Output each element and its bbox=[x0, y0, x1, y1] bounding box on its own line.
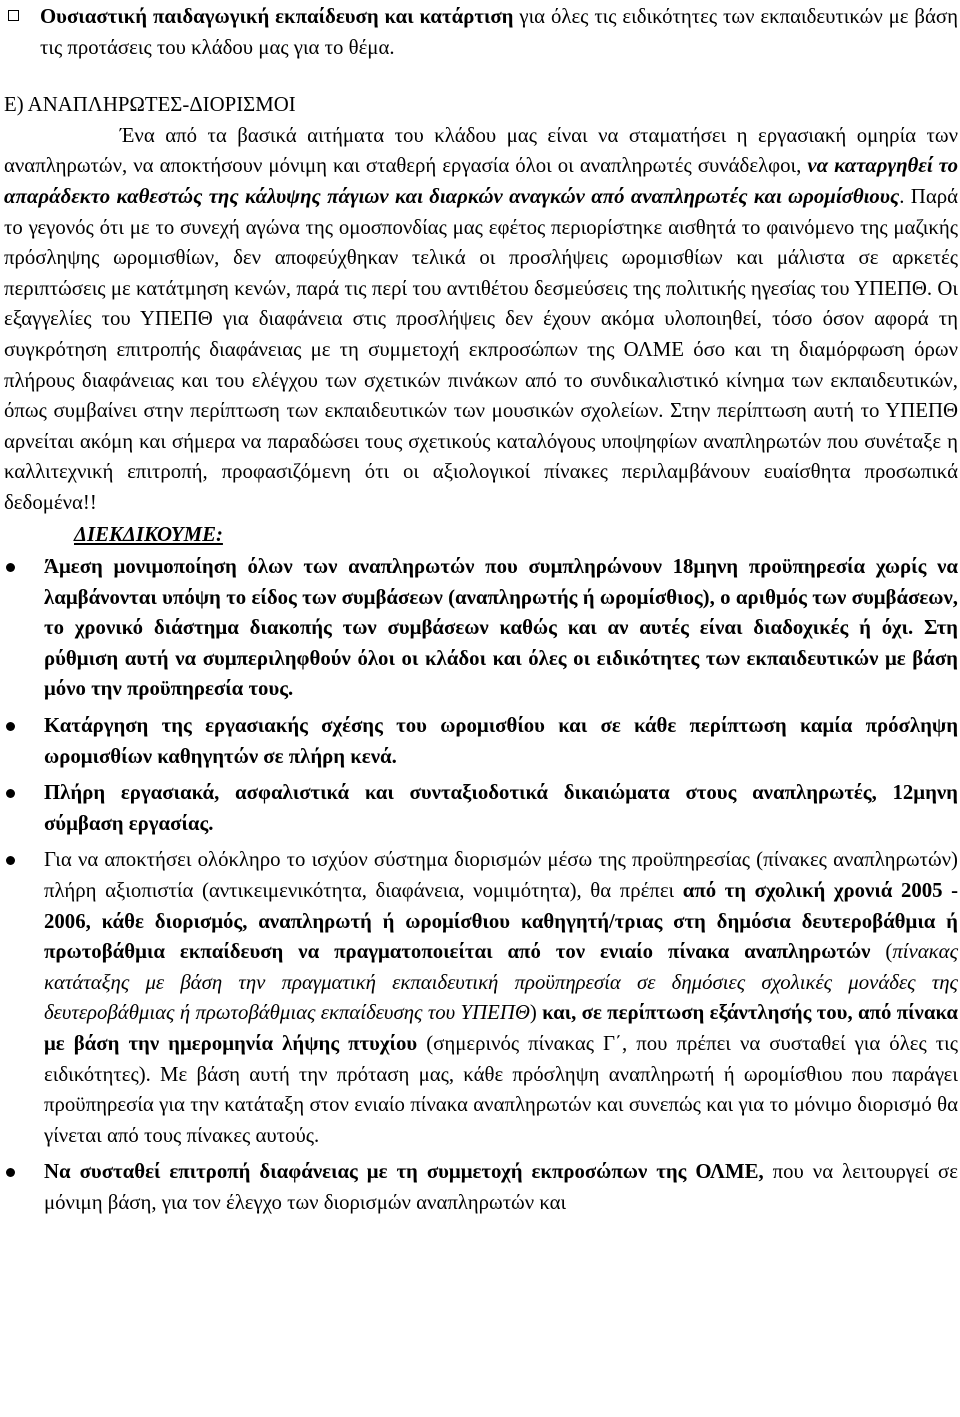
bullet-dot-icon bbox=[6, 789, 15, 798]
demand-bold-text: Άμεση μονιμοποίηση όλων των αναπληρωτών που συμπληρώνουν 18μηνη προϋπηρεσία χωρίς να λαμβάνονται υπόψη το είδος των συμβάσεων (αναπληρωτής ή ωρομίσθιος), ο αριθμός των συμβάσεων, το χρονικό διάστημα διακοπής των συμβάσεων καθώς και αν αυτές είναι διαδοχικές ή όχι. Στη ρύθμιση αυτή να συμπεριληφθούν όλοι οι κλάδοι και όλες οι ειδικότητες των εκπαιδευτικών με βάση μόνο την προϋπηρεσία τους. bbox=[44, 555, 958, 701]
section-heading: Ε) ΑΝΑΠΛΗΡΩΤΕΣ-ΔΙΟΡΙΣΜΟΙ bbox=[4, 93, 296, 117]
checkbox-square-icon bbox=[8, 10, 19, 21]
demand-text: ) bbox=[529, 1001, 543, 1025]
demand-item bbox=[4, 552, 958, 705]
demands-heading: ΔΙΕΚΔΙΚΟΥΜΕ: bbox=[74, 522, 223, 546]
demand-item bbox=[4, 778, 958, 839]
demand-text: που να λειτουργεί σε μόνιμη βάση, για τον έλεγχο των διορισμών αναπληρωτών και bbox=[44, 1160, 958, 1214]
bullet-dot-icon bbox=[6, 563, 15, 572]
demands-list bbox=[4, 552, 958, 1218]
demand-text: (σημερινός πίνακας Γ΄, που πρέπει να συσταθεί για όλες τις ειδικότητες). Με βάση αυτή την πρόταση μας, κάθε πρόσληψη αναπληρωτή ή ωρομίσθιου που παράγει προϋπηρεσία για την κατάταξη στον ενιαίο πίνακα αναπληρωτών και συνεπώς και για το μόνιμο διορισμό θα γίνεται από τους πίνακες αυτούς. bbox=[44, 1032, 958, 1147]
demand-bold-text: Πλήρη εργασιακά, ασφαλιστικά και συνταξιοδοτικά δικαιώματα στους αναπληρωτές, 12μηνη σύμβαση εργασίας. bbox=[44, 781, 958, 835]
intro-text: για όλες τις ειδικότητες των εκπαιδευτικών με βάση τις προτάσεις του κλάδου μας για το θέμα. bbox=[40, 5, 958, 59]
demand-item bbox=[4, 711, 958, 772]
demand-text: ( bbox=[870, 940, 893, 964]
intro-bold-text: Ουσιαστική παιδαγωγική εκπαίδευση και κατάρτιση bbox=[40, 5, 514, 28]
demand-italic-text: πίνακας κατάταξης με βάση την πραγματική εκπαιδευτική προϋπηρεσία σε δημόσιες σχολικές μονάδες της δευτεροβάθμιας ή πρωτοβάθμιας εκπαίδευσης του ΥΠΕΠΘ bbox=[44, 940, 959, 1025]
demand-bold-text: Να συσταθεί επιτροπή διαφάνειας με τη συμμετοχή εκπροσώπων της ΟΛΜΕ, bbox=[44, 1160, 764, 1184]
paragraph-text-1: Ένα από τα βασικά αιτήματα του κλάδου μας είναι να σταματήσει η εργασιακή ομηρία των αναπληρωτών, να αποκτήσουν μόνιμη και σταθερή εργασία όλοι οι αναπληρωτές συνάδελφοι, bbox=[4, 123, 958, 178]
intro-list-item bbox=[4, 2, 958, 63]
demand-item bbox=[4, 1157, 958, 1218]
bullet-dot-icon bbox=[6, 722, 15, 731]
paragraph-bold-italic: να καταργηθεί το απαράδεκτο καθεστώς της κάλυψης πάγιων και διαρκών αναγκών από αναπληρωτές και ωρομίσθιους bbox=[4, 154, 958, 208]
body-paragraph bbox=[4, 121, 958, 519]
paragraph-text-2: . Παρά το γεγονός ότι με το συνεχή αγώνα της ομοσπονδίας μας εφέτος περιορίστηκε αισθητά το φαινόμενο της μαζικής πρόσληψης ωρομισθίων, δεν αποφεύχθηκαν τελικά οι προσλήψεις ωρομισθίων και μάλιστα σε αρκετές περιπτώσεις με κατάτμηση κενών, παρά τις περί του αντιθέτου δεσμεύσεις της πολιτικής ηγεσίας του ΥΠΕΠΘ. Οι εξαγγελίες του ΥΠΕΠΘ για διαφάνεια στις προσλήψεις δεν έχουν ακόμα υλοποιηθεί, τόσο όσον αφορά τη συγκρότηση επιτροπής διαφάνειας με τη συμμετοχή εκπροσώπων της ΟΛΜΕ όσο και τη διαμόρφωση όρων πλήρους διαφάνειας και του ελέγχου των σχετικών πινάκων από το συνδικαλιστικό κίνημα των εκπαιδευτικών, όπως συμβαίνει στην περίπτωση των εκπαιδευτικών των μουσικών σχολείων. Στην περίπτωση αυτή το ΥΠΕΠΘ αρνείται ακόμη και σήμερα να παραδώσει τους σχετικούς καταλόγους υποψηφίων αναπληρωτών που συνέταξε η καλλιτεχνική επιτροπή, προφασιζόμενη ότι οι αξιολογικοί πίνακες περιλαμβάνουν ευαίσθητα προσωπικά δεδομένα!! bbox=[4, 184, 958, 514]
demand-bold-text: από τη σχολική χρονιά 2005 - 2006, κάθε διορισμός, αναπληρωτή ή ωρομίσθιου καθηγητή/τριας στη δημόσια δευτεροβάθμια ή πρωτοβάθμια εκπαίδευση να πραγματοποιείται από τον ενιαίο πίνακα αναπληρωτών bbox=[44, 879, 959, 964]
demand-bold-text: Κατάργηση της εργασιακής σχέσης του ωρομισθίου και σε κάθε περίπτωση καμία πρόσληψη ωρομισθίων καθηγητών σε πλήρη κενά. bbox=[44, 714, 958, 768]
demand-item bbox=[4, 845, 958, 1151]
demand-text: Για να αποκτήσει ολόκληρο το ισχύον σύστημα διορισμών μέσω της προϋπηρεσίας (πίνακες αναπληρωτών) πλήρη αξιοπιστία (αντικειμενικότητα, διαφάνεια, νομιμότητα), θα πρέπει bbox=[44, 848, 958, 903]
demand-bold-text: και, σε περίπτωση εξάντλησής του, από πίνακα με βάση την ημερομηνία λήψης πτυχίου bbox=[44, 1001, 958, 1055]
bullet-dot-icon bbox=[6, 1168, 15, 1177]
document-page bbox=[0, 2, 960, 1417]
bullet-dot-icon bbox=[6, 856, 15, 865]
